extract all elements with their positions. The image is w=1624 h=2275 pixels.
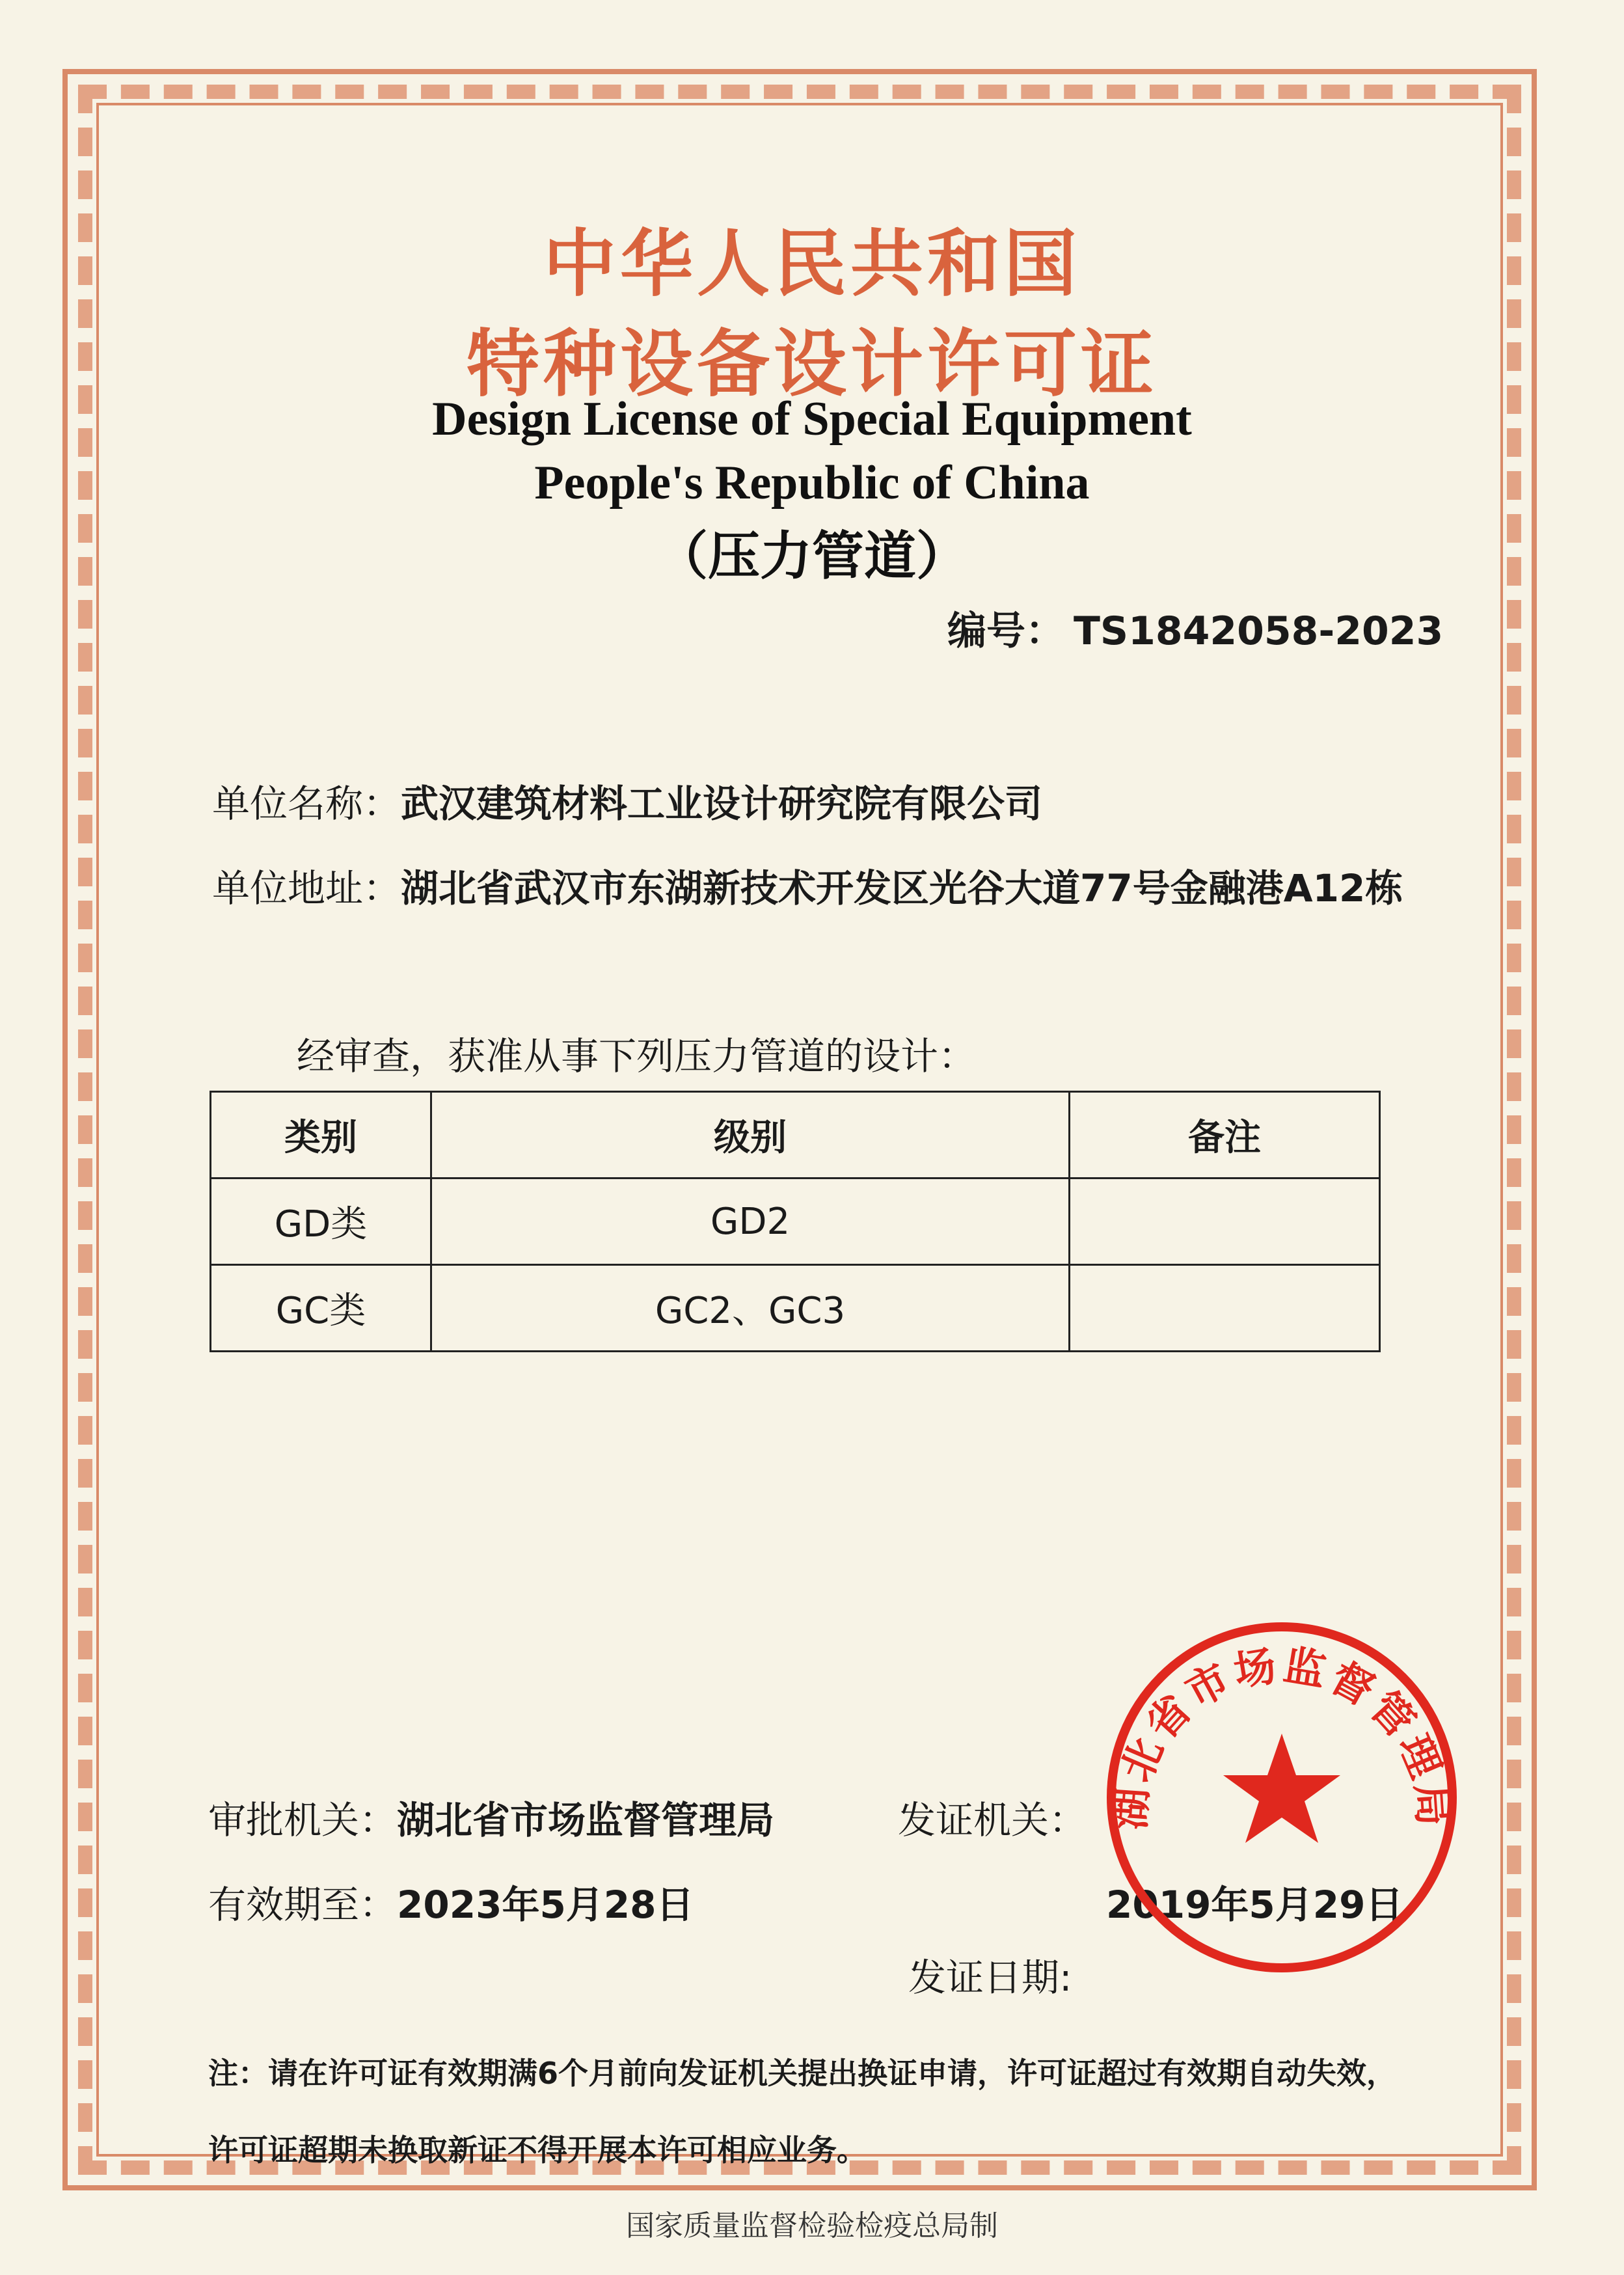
unit-name-label: 单位名称： [212, 782, 401, 826]
unit-name [212, 773, 1042, 828]
certificate-number-value: TS1842058-2023 [1074, 608, 1444, 654]
title-en-line2: People's Republic of China [534, 456, 1090, 510]
official-seal [1100, 1615, 1464, 1980]
title-cn-line1: 中华人民共和国 [543, 221, 1081, 307]
approval-authority [208, 1790, 774, 1844]
unit-address [212, 858, 1403, 912]
title-cn-line2: 特种设备设计许可证 [467, 321, 1157, 407]
approval-authority-value: 湖北省市场监督管理局 [397, 1798, 775, 1842]
note-line1: 注：请在许可证有效期满6个月前向发证机关提出换证申请，许可证超过有效期自动失效， [208, 2056, 1397, 2091]
unit-address-label: 单位地址： [212, 866, 401, 910]
valid-until-value: 2023年5月28日 [397, 1883, 694, 1927]
header-category: 类别 [211, 1092, 431, 1178]
valid-until-label: 有效期至： [208, 1883, 398, 1927]
subtitle: （压力管道） [656, 526, 968, 586]
title-en-line1: Design License of Special Equipment [432, 392, 1192, 446]
cell-grade: GD2 [431, 1178, 1070, 1265]
unit-name-value: 武汉建筑材料工业设计研究院有限公司 [401, 782, 1043, 826]
header-remarks: 备注 [1070, 1092, 1380, 1178]
issuing-authority-label: 发证机关： [898, 1798, 1087, 1842]
bottom-issuer: 国家质量监督检验检疫总局制 [626, 2209, 998, 2242]
unit-address-value: 湖北省武汉市东湖新技术开发区光谷大道77号金融港A12栋 [401, 866, 1403, 910]
issue-date-label: 发证日期: [908, 1955, 1072, 2000]
table-row [211, 1178, 1380, 1265]
certificate-number [947, 600, 1443, 656]
issue-date-value: 2019年5月29日 [1106, 1883, 1403, 1927]
valid-until [208, 1874, 694, 1929]
cell-category: GD类 [211, 1178, 431, 1265]
scope-table [210, 1091, 1381, 1352]
approval-authority-label: 审批机关： [208, 1798, 398, 1842]
table-row [211, 1265, 1380, 1352]
note-line2: 许可证超期未换取新证不得开展本许可相应业务。 [208, 2132, 867, 2168]
seal-text: 湖北省市场监督管理局 [1106, 1641, 1457, 1832]
table-header-row [211, 1092, 1380, 1178]
scope-intro: 经审查，获准从事下列压力管道的设计： [297, 1034, 977, 1078]
certificate-number-label: 编号： [947, 608, 1064, 654]
seal-star-icon [1223, 1734, 1340, 1843]
header-grade: 级别 [431, 1092, 1070, 1178]
cell-grade: GC2、GC3 [431, 1265, 1070, 1352]
cell-remarks [1070, 1178, 1380, 1265]
cell-category: GC类 [211, 1265, 431, 1352]
cell-remarks [1070, 1265, 1380, 1352]
